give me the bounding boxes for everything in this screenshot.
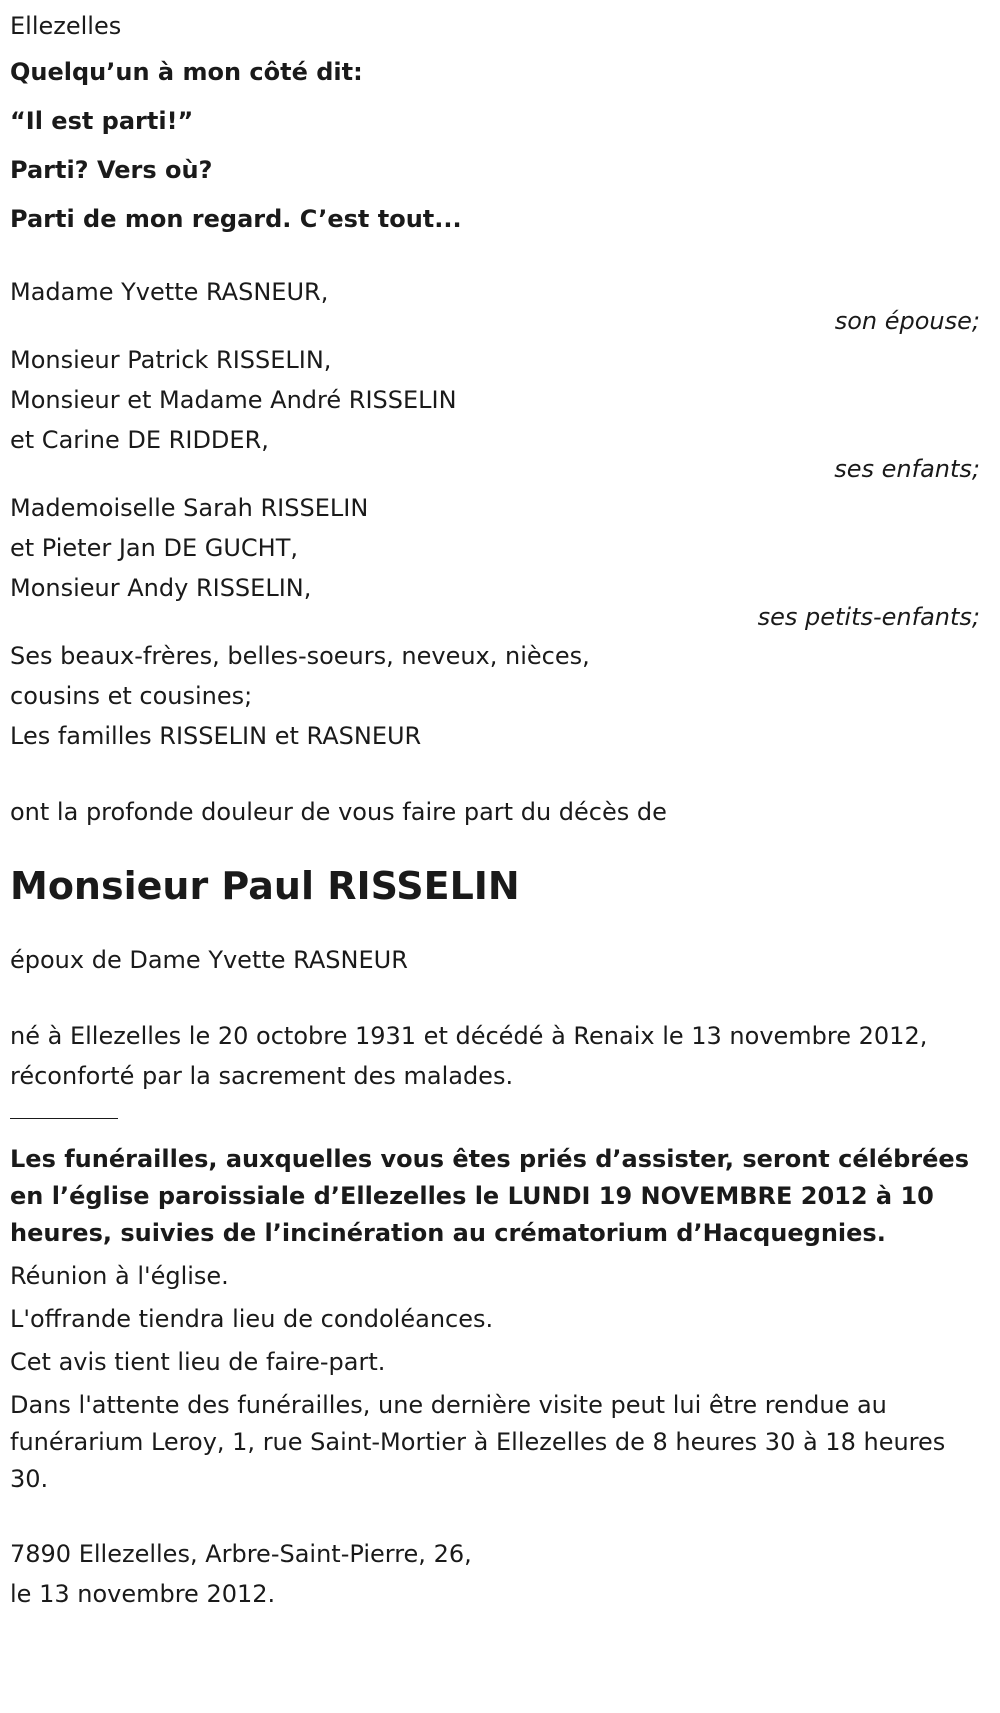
grandchild-line: et Pieter Jan DE GUCHT, — [10, 534, 299, 562]
visit-details: Dans l'attente des funérailles, une dernière visite peut lui être rendue au funérarium Leroy, 1, rue Saint-Mortier à Ellezelles de 8 heures 30 à 18 heures 30. — [10, 1391, 946, 1493]
family-list — [10, 272, 990, 756]
poem-line: “Il est parti!” — [10, 107, 194, 135]
note-line: Réunion à l'église. — [10, 1262, 229, 1290]
date-line: le 13 novembre 2012. — [10, 1580, 276, 1608]
poem — [10, 48, 990, 244]
poem-line: Parti? Vers où? — [10, 156, 213, 184]
child-line: Monsieur Patrick RISSELIN, — [10, 346, 332, 374]
funeral-details: Les funérailles, auxquelles vous êtes priés d’assister, seront célébrées en l’église paroissiale d’Ellezelles le LUNDI 19 NOVEMBRE 2012 à 10 heures, suivies de l’incinération au crématorium d’Hacquegnies. — [10, 1145, 969, 1247]
spouse-role: son épouse; — [834, 307, 980, 335]
relatives-line: Ses beaux-frères, belles-soeurs, neveux, nièces, — [10, 642, 590, 670]
divider — [10, 1118, 118, 1119]
grandchild-line: Mademoiselle Sarah RISSELIN — [10, 494, 369, 522]
child-line: Monsieur et Madame André RISSELIN — [10, 386, 457, 414]
grandchildren-role: ses petits-enfants; — [757, 603, 980, 631]
deceased-name: Monsieur Paul RISSELIN — [10, 864, 520, 908]
children-role: ses enfants; — [834, 455, 980, 483]
poem-line: Quelqu’un à mon côté dit: — [10, 58, 363, 86]
spouse-of-text: époux de Dame Yvette RASNEUR — [10, 946, 408, 974]
child-line: et Carine DE RIDDER, — [10, 426, 269, 454]
spouse-name: Madame Yvette RASNEUR, — [10, 278, 329, 306]
obituary-page — [0, 4, 1000, 1713]
grandchild-line: Monsieur Andy RISSELIN, — [10, 574, 312, 602]
birth-death-line: réconforté par la sacrement des malades. — [10, 1062, 514, 1090]
relatives-line: Les familles RISSELIN et RASNEUR — [10, 722, 422, 750]
announcement-text: ont la profonde douleur de vous faire part du décès de — [10, 798, 667, 826]
address-line: 7890 Ellezelles, Arbre-Saint-Pierre, 26, — [10, 1540, 472, 1568]
birth-death-line: né à Ellezelles le 20 octobre 1931 et décédé à Renaix le 13 novembre 2012, — [10, 1022, 928, 1050]
relatives-line: cousins et cousines; — [10, 682, 253, 710]
place-name: Ellezelles — [10, 12, 122, 40]
note-line: L'offrande tiendra lieu de condoléances. — [10, 1305, 494, 1333]
poem-line: Parti de mon regard. C’est tout... — [10, 205, 462, 233]
note-line: Cet avis tient lieu de faire-part. — [10, 1348, 386, 1376]
